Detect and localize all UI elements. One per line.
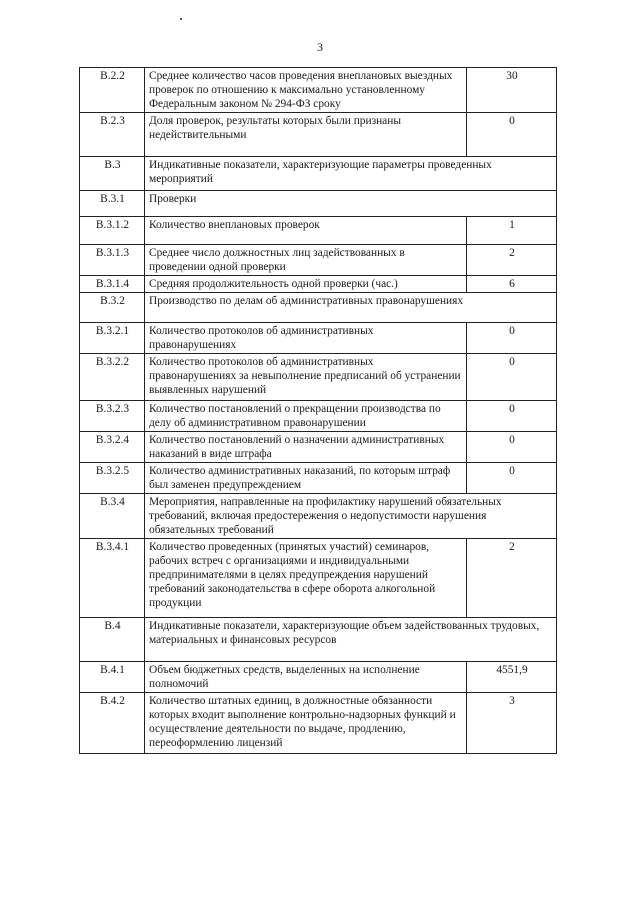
table-row xyxy=(80,618,557,662)
row-text: Количество административных наказаний, по которым штраф был заменен предупреждением xyxy=(145,463,467,494)
row-text: Количество внеплановых проверок xyxy=(145,217,467,245)
row-text: Количество постановлений о назначении административных наказаний в виде штрафа xyxy=(145,432,467,463)
row-code: В.3.2.5 xyxy=(80,463,145,494)
row-code: В.3.1.2 xyxy=(80,217,145,245)
row-text: Индикативные показатели, характеризующие параметры проведенных мероприятий xyxy=(145,157,557,191)
row-value: 3 xyxy=(467,693,557,754)
row-value: 4551,9 xyxy=(467,662,557,693)
table-row xyxy=(80,191,557,217)
row-text: Объем бюджетных средств, выделенных на исполнение полномочий xyxy=(145,662,467,693)
row-code: В.3.1.4 xyxy=(80,276,145,293)
row-text: Количество протоколов об административных правонарушениях xyxy=(145,323,467,354)
indicators-table xyxy=(79,67,557,754)
row-code: В.3.4 xyxy=(80,494,145,539)
table-row xyxy=(80,276,557,293)
row-code: В.2.2 xyxy=(80,68,145,113)
row-text: Количество штатных единиц, в должностные обязанности которых входит выполнение контрольно-надзорных функций и осуществление деятельности по выдаче, продлению, переоформлению лицензий xyxy=(145,693,467,754)
row-value: 0 xyxy=(467,354,557,401)
row-code: В.3.2.3 xyxy=(80,401,145,432)
row-text: Количество протоколов об административных правонарушениях за невыполнение предписаний об устранении выявленных нарушений xyxy=(145,354,467,401)
table-row xyxy=(80,354,557,401)
row-text: Средняя продолжительность одной проверки (час.) xyxy=(145,276,467,293)
table-row xyxy=(80,494,557,539)
table-row xyxy=(80,217,557,245)
row-code: В.3.2.4 xyxy=(80,432,145,463)
row-value: 0 xyxy=(467,113,557,157)
table-row xyxy=(80,113,557,157)
row-value: 30 xyxy=(467,68,557,113)
row-code: В.3.4.1 xyxy=(80,539,145,618)
row-code: В.3 xyxy=(80,157,145,191)
table-row xyxy=(80,662,557,693)
row-code: В.3.2.1 xyxy=(80,323,145,354)
row-code: В.2.3 xyxy=(80,113,145,157)
row-value: 2 xyxy=(467,539,557,618)
row-value: 0 xyxy=(467,463,557,494)
table-row xyxy=(80,432,557,463)
row-code: В.3.2 xyxy=(80,293,145,323)
row-code: В.4.2 xyxy=(80,693,145,754)
table-row xyxy=(80,693,557,754)
table-row xyxy=(80,293,557,323)
row-code: В.4 xyxy=(80,618,145,662)
page-number: 3 xyxy=(317,40,323,54)
row-text: Производство по делам об административных правонарушениях xyxy=(145,293,557,323)
row-code: В.3.2.2 xyxy=(80,354,145,401)
row-value: 0 xyxy=(467,323,557,354)
table-row xyxy=(80,463,557,494)
table-row xyxy=(80,539,557,618)
row-text: Количество проведенных (принятых участий) семинаров, рабочих встреч с организациями и индивидуальными предпринимателями в целях предупреждения нарушений требований законодательства в сфере оборота алкогольной продукции xyxy=(145,539,467,618)
row-value: 6 xyxy=(467,276,557,293)
table-row xyxy=(80,157,557,191)
row-text: Индикативные показатели, характеризующие объем задействованных трудовых, материальных и финансовых ресурсов xyxy=(145,618,557,662)
row-code: В.4.1 xyxy=(80,662,145,693)
row-text: Доля проверок, результаты которых были признаны недействительными xyxy=(145,113,467,157)
row-code: В.3.1.3 xyxy=(80,245,145,276)
table-row xyxy=(80,401,557,432)
table-row xyxy=(80,245,557,276)
row-value: 0 xyxy=(467,432,557,463)
row-text: Количество постановлений о прекращении производства по делу об административном правонарушении xyxy=(145,401,467,432)
row-value: 2 xyxy=(467,245,557,276)
row-text: Среднее количество часов проведения внеплановых выездных проверок по отношению к максимально установленному Федеральным законом № 294-ФЗ сроку xyxy=(145,68,467,113)
row-text: Мероприятия, направленные на профилактику нарушений обязательных требований, включая предостережения о недопустимости нарушения обязательных требований xyxy=(145,494,557,539)
row-text: Среднее число должностных лиц задействованных в проведении одной проверки xyxy=(145,245,467,276)
row-code: В.3.1 xyxy=(80,191,145,217)
row-value: 0 xyxy=(467,401,557,432)
row-text: Проверки xyxy=(145,191,557,217)
table-row xyxy=(80,68,557,113)
row-value: 1 xyxy=(467,217,557,245)
table-row xyxy=(80,323,557,354)
scan-speck xyxy=(180,18,182,20)
